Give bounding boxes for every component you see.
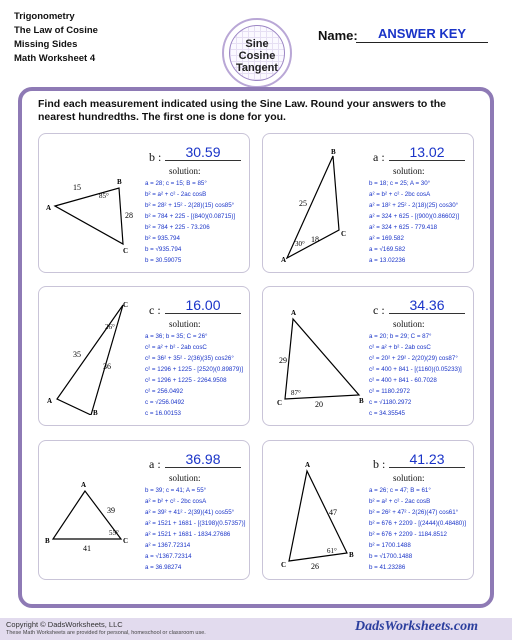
solution-step: a = √169.582: [369, 246, 406, 253]
logo-tangent: Tangent: [236, 62, 278, 74]
solution-step: a² = 324 + 625 - [(900)(0.86602)]: [369, 213, 460, 220]
problem-card-4: [262, 286, 474, 426]
solution-steps: [369, 178, 473, 266]
vertex-label: B: [117, 178, 122, 186]
solution-step: c = 16.00153: [145, 410, 181, 417]
solution-step: a² = 1367.72314: [145, 542, 191, 549]
solution-step: b² = 935.794: [145, 235, 180, 242]
subject-title: Trigonometry: [14, 11, 75, 22]
solution-steps: [369, 485, 473, 573]
solution-steps: [145, 178, 249, 266]
solution-step: a = √1367.72314: [145, 553, 192, 560]
solution-step: a = 28; c = 15; B = 85°: [145, 180, 207, 187]
vertex-label: C: [123, 537, 129, 545]
answer-label: c :: [149, 303, 161, 317]
solution-step: b² = a² + c² - 2ac cosB: [145, 191, 207, 198]
vertex-label: A: [81, 481, 87, 489]
triangle-figure-4: [267, 299, 365, 415]
side-label: 36: [103, 362, 111, 371]
solution-step: c² = 1296 + 1225 - 2264.9508: [145, 377, 227, 384]
angle-label: 61°: [327, 547, 337, 555]
solution-step: c² = a² + b² - 2ab cosC: [369, 344, 431, 351]
solution-step: a² = 1521 + 1681 - 1834.27686: [145, 531, 231, 538]
solution-label: solution:: [393, 166, 425, 176]
solution-step: b² = 676 + 2209 - [(2444)(0.48480)]: [369, 520, 467, 527]
problem-card-6: [262, 440, 474, 580]
vertex-label: B: [93, 409, 98, 415]
solution-step: a = 36; b = 35; C = 26°: [145, 333, 208, 340]
vertex-label: A: [305, 461, 311, 469]
problem-card-3: [38, 286, 250, 426]
solution-step: a² = 169.582: [369, 235, 404, 242]
subtopic-title: Missing Sides: [14, 39, 78, 50]
solution-step: b² = 28² + 15² - 2(28)(15) cos85°: [145, 202, 235, 209]
vertex-label: A: [46, 204, 52, 212]
answer-value: 30.59: [165, 144, 241, 161]
triangle-figure-5: [43, 453, 141, 569]
solution-step: c² = 1296 + 1225 - [2520)(0.89879)]: [145, 366, 244, 373]
solution-step: b² = 784 + 225 - [(840)(0.08715)]: [145, 213, 236, 220]
vertex-label: C: [277, 399, 283, 407]
answer-label: b :: [149, 150, 162, 164]
solution-label: solution:: [393, 473, 425, 483]
solution-step: b = √1700.1488: [369, 553, 413, 560]
vertex-label: C: [123, 247, 129, 255]
answer-label: c :: [373, 303, 385, 317]
logo-cosine: Cosine: [238, 50, 276, 62]
solution-step: c = √256.0492: [145, 399, 185, 406]
topic-title: The Law of Cosine: [14, 25, 98, 36]
worksheet-title-block: [14, 10, 98, 66]
angle-label: 26°: [105, 323, 115, 331]
answer-label: a :: [149, 457, 161, 471]
instructions: Find each measurement indicated using the Sine Law. Round your answers to the nearest hundredths. The first one is done for you.: [38, 98, 447, 123]
solution-step: a² = b² + c² - 2bc cosA: [369, 191, 431, 198]
side-label: 29: [279, 356, 287, 365]
answer-value: 41.23: [389, 451, 465, 468]
solution-step: c² = 20² + 29² - 2(20)(29) cos87°: [369, 355, 458, 362]
vertex-label: B: [359, 397, 364, 405]
answer-value: 16.00: [165, 297, 241, 314]
solution-steps: [145, 485, 249, 573]
solution-step: a = 36.98274: [145, 564, 182, 571]
logo-sine: Sine: [245, 38, 269, 50]
worksheet-number: Math Worksheet 4: [14, 53, 96, 64]
triangle-figure-3: [43, 299, 141, 415]
solution-label: solution:: [169, 473, 201, 483]
solution-step: b² = 26² + 47² - 2(26)(47) cos61°: [369, 509, 459, 516]
side-label: 15: [73, 183, 81, 192]
solution-step: b = 18; c = 25; A = 30°: [369, 180, 431, 187]
vertex-label: A: [291, 309, 297, 317]
solution-step: b² = 676 + 2209 - 1184.8512: [369, 531, 447, 538]
side-label: 18: [311, 235, 319, 244]
solution-step: c = √1180.2972: [369, 399, 412, 406]
solution-step: c² = 256.0492: [145, 388, 184, 395]
vertex-label: B: [349, 551, 354, 559]
angle-label: 87°: [291, 389, 301, 397]
copyright-text: Copyright © DadsWorksheets, LLC: [6, 620, 123, 629]
solution-step: b = √935.794: [145, 246, 182, 253]
solution-label: solution:: [169, 319, 201, 329]
brand-logo: DadsWorksheets.com: [355, 619, 479, 634]
solution-step: a = 26; c = 47; B = 61°: [369, 487, 431, 494]
solution-steps: [145, 331, 249, 419]
solution-step: b² = 784 + 225 - 73.206: [145, 224, 210, 231]
name-label: Name:: [318, 28, 358, 43]
answer-value: 36.98: [165, 451, 241, 468]
problem-card-1: [38, 133, 250, 273]
solution-step: c² = 36² + 35² - 2(36)(35) cos26°: [145, 355, 234, 362]
trig-logo: [222, 18, 292, 88]
solution-step: c = 34.35545: [369, 410, 405, 417]
side-label: 28: [125, 211, 133, 220]
solution-step: a² = 39² + 41² - 2(39)(41) cos55°: [145, 509, 235, 516]
solution-step: b = 39; c = 41; A = 55°: [145, 487, 207, 494]
solution-step: a² = 1521 + 1681 - [(3198)(0.57357)]: [145, 520, 246, 527]
side-label: 47: [329, 508, 337, 517]
triangle-figure-6: [267, 453, 365, 569]
solution-step: b = 41.23286: [369, 564, 406, 571]
answer-label: a :: [373, 150, 385, 164]
solution-step: b = 30.59075: [145, 257, 182, 264]
solution-step: a² = 18² + 25² - 2(18)(25) cos30°: [369, 202, 459, 209]
answer-value: 34.36: [389, 297, 465, 314]
solution-step: a = 20; b = 29; C = 87°: [369, 333, 432, 340]
solution-step: c² = 1180.2972: [369, 388, 410, 395]
solution-step: b² = 1700.1488: [369, 542, 411, 549]
side-label: 20: [315, 400, 323, 409]
solution-step: b² = a² + c² - 2ac cosB: [369, 498, 431, 505]
vertex-label: C: [123, 301, 129, 309]
problem-card-5: [38, 440, 250, 580]
problem-card-2: [262, 133, 474, 273]
side-label: 26: [311, 562, 319, 569]
solution-steps: [369, 331, 473, 419]
solution-step: a² = 324 + 625 - 779.418: [369, 224, 438, 231]
triangle-figure-1: [43, 146, 141, 262]
angle-label: 55°: [109, 529, 119, 537]
solution-label: solution:: [169, 166, 201, 176]
name-field: ANSWER KEY: [356, 26, 488, 43]
answer-label: b :: [373, 457, 386, 471]
side-label: 41: [83, 544, 91, 553]
solution-step: c² = 400 + 841 - [(1160)(0.05233)]: [369, 366, 462, 373]
solution-label: solution:: [393, 319, 425, 329]
solution-step: c² = 400 + 841 - 60.7028: [369, 377, 437, 384]
vertex-label: A: [281, 256, 287, 262]
solution-step: c² = a² + b² - 2ab cosC: [145, 344, 207, 351]
angle-label: 30°: [295, 240, 305, 248]
solution-step: a² = b² + c² - 2bc cosA: [145, 498, 207, 505]
vertex-label: B: [331, 148, 336, 156]
vertex-label: C: [281, 561, 287, 569]
side-label: 39: [107, 506, 115, 515]
side-label: 35: [73, 350, 81, 359]
vertex-label: A: [47, 397, 53, 405]
usage-note: These Math Worksheets are provided for personal, homeschool or classroom use.: [6, 630, 206, 636]
solution-step: a = 13.02236: [369, 257, 406, 264]
answer-value: 13.02: [389, 144, 465, 161]
side-label: 25: [299, 199, 307, 208]
vertex-label: B: [45, 537, 50, 545]
angle-label: 85°: [99, 192, 109, 200]
vertex-label: C: [341, 230, 347, 238]
triangle-figure-2: [267, 146, 365, 262]
